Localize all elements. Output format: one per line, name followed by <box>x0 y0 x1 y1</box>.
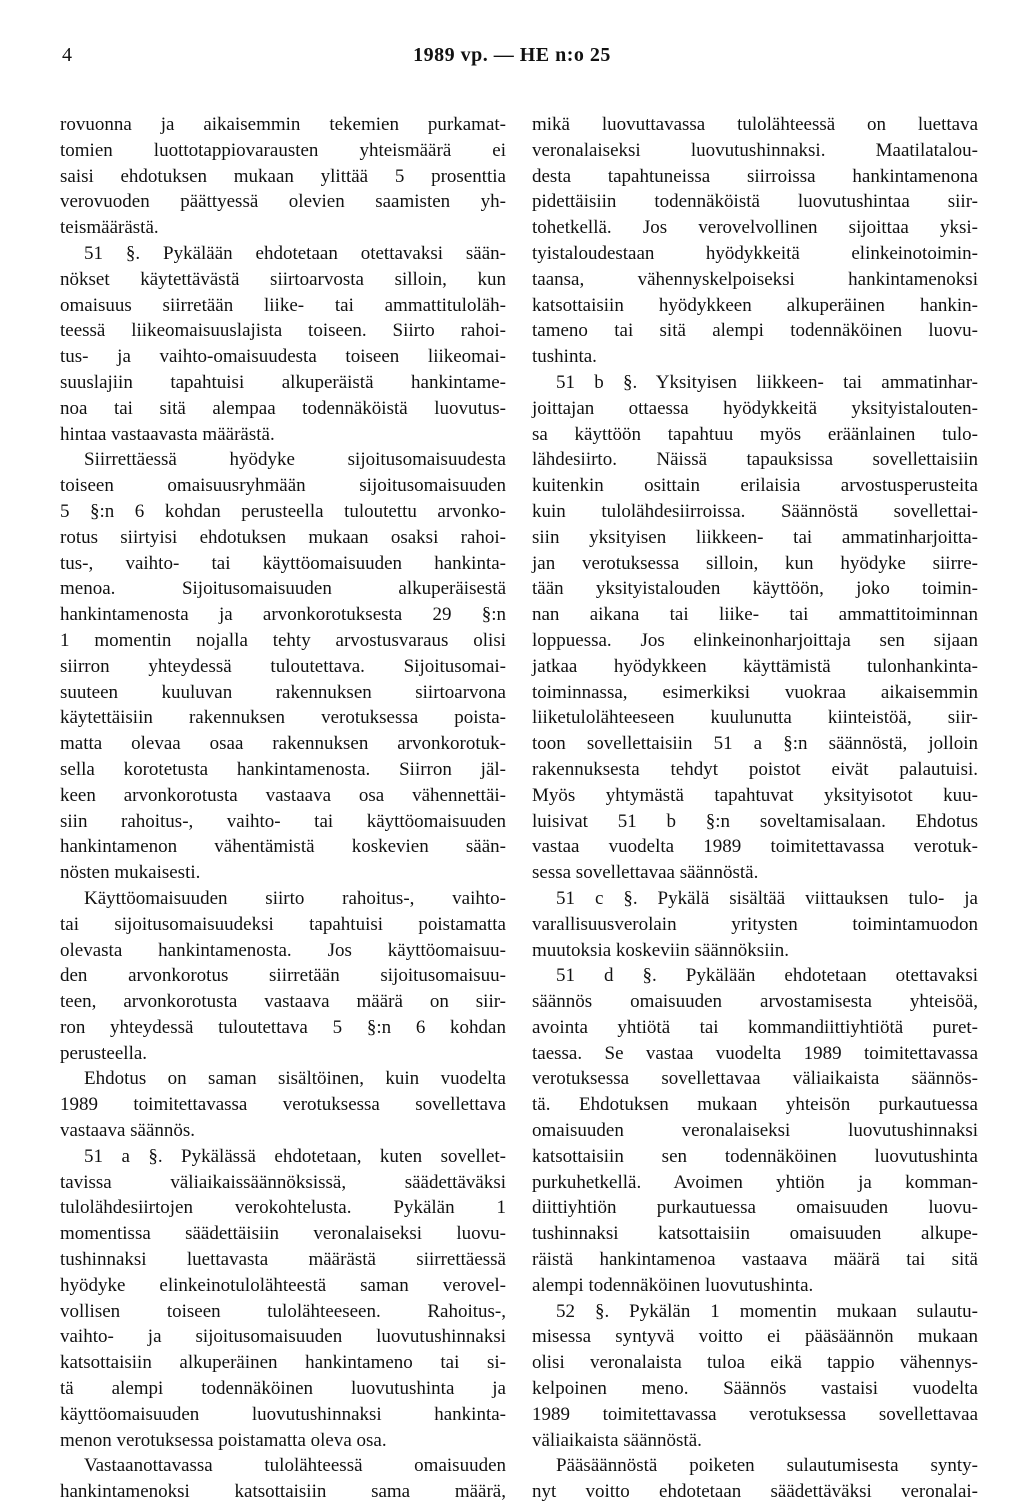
text-line: omaisuus siirretään liike- tai ammattituloläh- <box>60 294 506 316</box>
text-line: joittajan ottaessa hyödykkeitä yksityistalouten- <box>532 397 978 419</box>
text-line: pidettäisiin todennäköistä luovutushintaa siir- <box>532 191 978 213</box>
text-line: tameno tai sitä alempi todennäköinen luovu- <box>532 320 978 342</box>
text-line: teismäärästä. <box>60 217 159 239</box>
text-line: noa tai sitä alempaa todennäköistä luovutus- <box>60 397 506 419</box>
text-line: nökset käytettävästä siirtoarvosta silloin, kun <box>60 268 506 290</box>
text-line: 51 d §. Pykälään ehdotetaan otettavaksi <box>556 965 978 987</box>
text-line: jatkaa hyödykkeen käyttämistä tulonhankinta- <box>532 655 978 677</box>
text-line: vastaava säännös. <box>60 1120 196 1142</box>
text-line: mikä luovuttavassa tulolähteessä on luettava <box>532 114 978 135</box>
text-line: 52 §. Pykälän 1 momentin mukaan sulautu- <box>556 1300 978 1322</box>
text-line: nan aikana tai liike- tai ammattitoiminnan <box>532 604 978 626</box>
text-line: vaihto- ja sijoitusomaisuuden luovutushinnaksi <box>60 1326 506 1348</box>
text-line: muutoksia koskeviin säännöksiin. <box>532 939 790 961</box>
text-line: perusteella. <box>60 1042 148 1064</box>
right-text-column <box>532 112 978 1505</box>
text-line: rotus siirtyisi ehdotuksen mukaan osaksi rahoi- <box>60 526 506 548</box>
text-line: toiseen omaisuusryhmään sijoitusomaisuuden <box>60 475 506 497</box>
text-line: sessa sovellettavaa säännöstä. <box>532 862 759 884</box>
text-line: 1989 toimitettavassa verotuksessa sovellettavaa <box>532 1403 978 1425</box>
text-line: tä alempi todennäköinen luovutushinta ja <box>60 1378 506 1400</box>
text-line: 51 §. Pykälään ehdotetaan otettavaksi sään- <box>84 242 506 264</box>
text-line: tus-, vaihto- tai käyttöomaisuuden hankinta- <box>60 552 506 574</box>
text-line: toon sovellettaisiin 51 a §:n säännöstä, jolloin <box>532 733 978 755</box>
text-line: suuteen kuuluvan rakennuksen siirtoarvona <box>60 681 506 703</box>
text-line: 1989 toimitettavassa verotuksessa sovellettava <box>60 1094 506 1116</box>
text-line: liiketulolähteeseen kuulunutta kiinteistöä, siir- <box>532 707 978 729</box>
text-line: verotuksessa sovellettavaa väliaikaista säännös- <box>532 1068 978 1090</box>
text-line: desta tapahtuneissa siirroissa hankintamenona <box>532 165 978 187</box>
text-line: luisivat 51 b §:n soveltamisalaan. Ehdotus <box>532 810 978 832</box>
text-line: toiminnassa, esimerkiksi vuokraa aikaisemmin <box>532 681 978 703</box>
text-line: hintaa vastaavasta määrästä. <box>60 423 275 445</box>
text-line: 51 a §. Pykälässä ehdotetaan, kuten sovellet- <box>84 1145 506 1167</box>
text-line: käyttöomaisuuden luovutushinnaksi hankinta- <box>60 1403 506 1425</box>
text-line: katsottaisiin alkuperäinen hankintameno tai si- <box>60 1352 506 1374</box>
page-number: 4 <box>62 44 72 66</box>
text-line: omaisuuden veronalaiseksi luovutushinnaksi <box>532 1120 978 1142</box>
text-line: olisi veronalaista tuloa eikä tappio vähennys- <box>532 1352 978 1374</box>
text-line: siirron yhteydessä tuloutettava. Sijoitusomai- <box>60 655 506 677</box>
text-line: verovuoden päättyessä olevien saamisten yh- <box>60 191 506 213</box>
text-line: Myös yhtymästä tapahtuvat yksityisotot kuu- <box>532 784 978 806</box>
text-line: teen, arvonkorotusta vastaava määrä on siir- <box>60 991 506 1013</box>
text-line: 5 §:n 6 kohdan perusteella tuloutettu arvonko- <box>60 500 506 522</box>
text-line: alempi todennäköinen luovutushinta. <box>532 1274 814 1296</box>
text-line: rakennuksesta tehdyt poistot eivät palautuisi. <box>532 758 978 780</box>
text-line: tyistaloudestaan hyödykkeitä elinkeinotoimin- <box>532 242 978 264</box>
text-line: tään yksityistalouden käyttöön, joko toimin- <box>532 578 978 600</box>
text-line: rovuonna ja aikaisemmin tekemien purkamat- <box>60 114 506 135</box>
text-line: vastaa vuodelta 1989 toimitettavassa verotuk- <box>532 836 978 858</box>
text-line: misessa syntyvä voitto ei pääsäännön mukaan <box>532 1326 978 1348</box>
text-line: sa käyttöön tapahtuu myös eräänlainen tulo- <box>532 423 978 445</box>
text-line: ron yhteydessä tuloutettava 5 §:n 6 kohdan <box>60 1016 506 1038</box>
text-line: lähdesiirto. Näissä tapauksissa sovellettaisiin <box>532 449 978 471</box>
text-line: suuslajiin tapahtuisi alkuperäistä hankintame- <box>60 371 506 393</box>
text-line: avointa yhtiötä tai kommandiittiyhtiötä puret- <box>532 1016 978 1038</box>
text-line: siin rahoitus-, vaihto- tai käyttöomaisuuden <box>60 810 506 832</box>
text-line: katsottaisiin hyödykkeen alkuperäinen hankin- <box>532 294 978 316</box>
text-line: diittiyhtiön purkautuessa omaisuuden luovu- <box>532 1197 978 1219</box>
text-line: tomien luottotappiovarausten yhteismäärä ei <box>60 139 506 161</box>
text-line: tushinnaksi katsottaisiin omaisuuden alkupe- <box>532 1223 978 1245</box>
text-line: nyt voitto ehdotetaan säädettäväksi veronalai- <box>532 1481 978 1503</box>
text-line: tushinnaksi luettavasta määrästä siirrettäessä <box>60 1249 506 1271</box>
text-line: hyödyke elinkeinotulolähteestä saman verovel- <box>60 1274 506 1296</box>
text-line: tai sijoitusomaisuudeksi tapahtuisi poistamatta <box>60 913 506 935</box>
text-line: menoa. Sijoitusomaisuuden alkuperäisestä <box>60 578 506 600</box>
text-line: matta olevaa osaa rakennuksen arvonkorotuk- <box>60 733 506 755</box>
text-line: tä. Ehdotuksen mukaan yhteisön purkautuessa <box>532 1094 978 1116</box>
left-text-column <box>60 112 506 1505</box>
text-line: Pääsäännöstä poiketen sulautumisesta synty- <box>556 1455 978 1477</box>
text-line: Vastaanottavassa tulolähteessä omaisuuden <box>84 1455 506 1477</box>
text-line: den arvonkorotus siirretään sijoitusomaisuu- <box>60 965 506 987</box>
running-header: 1989 vp. — HE n:o 25 <box>413 44 611 66</box>
text-line: veronalaiseksi luovutushinnaksi. Maatilatalou- <box>532 139 978 161</box>
text-line: menon verotuksessa poistamatta oleva osa. <box>60 1429 387 1451</box>
text-line: loppuessa. Jos elinkeinonharjoittaja sen sijaan <box>532 629 978 651</box>
text-line: Käyttöomaisuuden siirto rahoitus-, vaihto- <box>84 887 506 909</box>
text-line: väliaikaista säännöstä. <box>532 1429 702 1451</box>
text-line: vollisen toiseen tulolähteeseen. Rahoitus-, <box>60 1300 506 1322</box>
text-line: kelpoinen meno. Säännös vastaisi vuodelta <box>532 1378 978 1400</box>
text-line: katsottaisiin sen todennäköinen luovutushinta <box>532 1145 978 1167</box>
text-line: keen arvonkorotusta vastaava osa vähennettäi- <box>60 784 506 806</box>
text-line: kuin tulolähdesiirroissa. Säännöstä sovellettai- <box>532 500 978 522</box>
text-line: Ehdotus on saman sisältöinen, kuin vuodelta <box>84 1068 506 1090</box>
text-line: tulolähdesiirtojen verokohtelusta. Pykälän 1 <box>60 1197 506 1219</box>
text-line: säännös omaisuuden arvostamisesta yhteisöä, <box>532 991 978 1013</box>
text-line: kuitenkin osittain erilaisia arvostusperusteita <box>532 475 978 497</box>
text-line: 1 momentin nojalla tehty arvostusvaraus olisi <box>60 629 506 651</box>
text-line: hankintamenon vähentämistä koskevien sään- <box>60 836 506 858</box>
text-line: hankintamenosta ja arvonkorotuksesta 29 §:n <box>60 604 506 626</box>
text-line: hankintamenoksi katsottaisiin sama määrä, <box>60 1481 506 1503</box>
text-line: tohetkellä. Jos verovelvollinen sijoittaa yksi- <box>532 217 978 239</box>
text-line: varallisuusverolain yritysten toimintamuodon <box>532 913 978 935</box>
text-line: taessa. Se vastaa vuodelta 1989 toimitettavassa <box>532 1042 978 1064</box>
text-line: tushinta. <box>532 346 597 368</box>
text-line: nösten mukaisesti. <box>60 862 201 884</box>
text-line: purkuhetkellä. Avoimen yhtiön ja komman- <box>532 1171 978 1193</box>
text-line: räistä hankintamenoa vastaava määrä tai sitä <box>532 1249 978 1271</box>
text-line: 51 c §. Pykälä sisältää viittauksen tulo- ja <box>556 887 978 909</box>
text-line: jan verotuksessa silloin, kun hyödyke siirre- <box>532 552 978 574</box>
text-line: 51 b §. Yksityisen liikkeen- tai ammatinhar- <box>556 371 978 393</box>
text-line: tus- ja vaihto-omaisuudesta toiseen liikeomai- <box>60 346 506 368</box>
text-line: sella korotetusta hankintamenosta. Siirron jäl- <box>60 758 506 780</box>
text-line: siin yksityisen liikkeen- tai ammatinharjoitta- <box>532 526 978 548</box>
text-line: käytettäisiin rakennuksen verotuksessa poista- <box>60 707 506 729</box>
text-line: tavissa väliaikaissäännöksissä, säädettäväksi <box>60 1171 506 1193</box>
text-line: momentissa säädettäisiin veronalaiseksi luovu- <box>60 1223 506 1245</box>
text-line: olevasta hankintamenosta. Jos käyttöomaisuu- <box>60 939 506 961</box>
text-line: Siirrettäessä hyödyke sijoitusomaisuudesta <box>84 449 506 471</box>
text-line: taansa, vähennyskelpoiseksi hankintamenoksi <box>532 268 978 290</box>
text-line: teessä liikeomaisuuslajista toiseen. Siirto rahoi- <box>60 320 506 342</box>
text-line: saisi ehdotuksen mukaan ylittää 5 prosenttia <box>60 165 506 187</box>
